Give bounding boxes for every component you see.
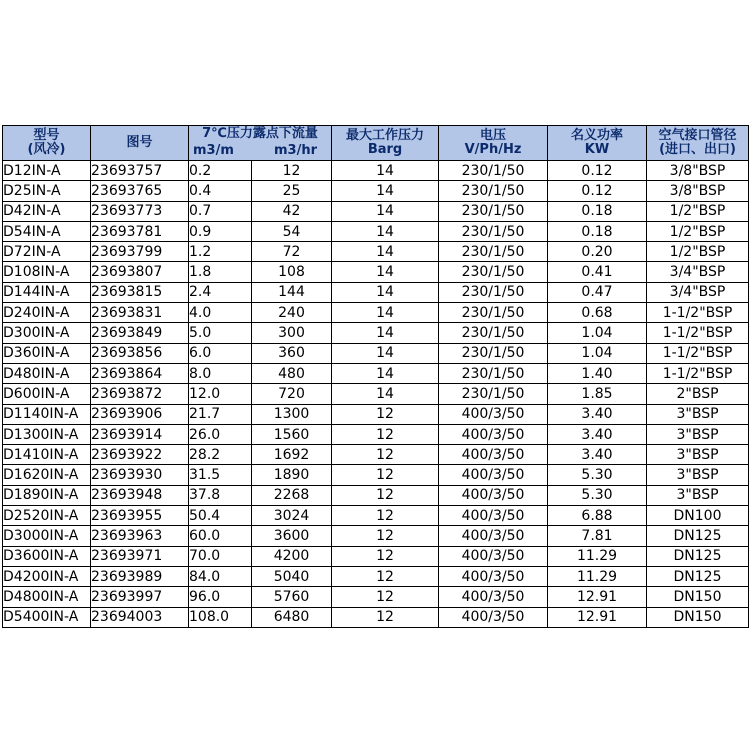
cell-pressure: 12 [332, 445, 439, 465]
cell-flow-m3h: 5760 [252, 587, 332, 607]
cell-flow-m3h: 1890 [252, 465, 332, 485]
cell-flow-m3m: 50.4 [189, 506, 252, 526]
cell-voltage: 230/1/50 [439, 161, 548, 181]
table-row [3, 323, 749, 343]
cell-model: D144IN-A [3, 282, 91, 302]
cell-pressure: 12 [332, 404, 439, 424]
cell-connection: 3"BSP [647, 404, 749, 424]
cell-pressure: 12 [332, 546, 439, 566]
cell-model: D3600IN-A [3, 546, 91, 566]
cell-drawing: 23693963 [91, 526, 189, 546]
cell-pressure: 14 [332, 262, 439, 282]
cell-flow-m3m: 12.0 [189, 384, 252, 404]
cell-flow-m3h: 12 [252, 161, 332, 181]
table-row [3, 587, 749, 607]
cell-flow-m3h: 720 [252, 384, 332, 404]
cell-drawing: 23693864 [91, 363, 189, 383]
cell-power: 3.40 [548, 404, 647, 424]
table-row [3, 546, 749, 566]
cell-voltage: 230/1/50 [439, 343, 548, 363]
cell-flow-m3h: 25 [252, 181, 332, 201]
cell-pressure: 12 [332, 566, 439, 586]
cell-flow-m3m: 37.8 [189, 485, 252, 505]
table-row [3, 445, 749, 465]
cell-voltage: 400/3/50 [439, 485, 548, 505]
cell-power: 12.91 [548, 587, 647, 607]
table-row [3, 282, 749, 302]
cell-pressure: 14 [332, 201, 439, 221]
header-flow-m3h: m3/hr [274, 143, 318, 158]
cell-power: 5.30 [548, 485, 647, 505]
cell-flow-m3m: 2.4 [189, 282, 252, 302]
cell-drawing: 23693765 [91, 181, 189, 201]
cell-voltage: 400/3/50 [439, 526, 548, 546]
cell-drawing: 23693948 [91, 485, 189, 505]
cell-power: 0.20 [548, 242, 647, 262]
cell-drawing: 23693856 [91, 343, 189, 363]
cell-voltage: 230/1/50 [439, 221, 548, 241]
cell-flow-m3m: 108.0 [189, 607, 252, 627]
cell-flow-m3m: 1.2 [189, 242, 252, 262]
table-row [3, 465, 749, 485]
cell-drawing: 23693781 [91, 221, 189, 241]
cell-drawing: 23693831 [91, 303, 189, 323]
header-drawing [91, 126, 189, 161]
cell-voltage: 230/1/50 [439, 323, 548, 343]
cell-pressure: 12 [332, 424, 439, 444]
cell-flow-m3m: 4.0 [189, 303, 252, 323]
cell-flow-m3h: 108 [252, 262, 332, 282]
cell-model: D4800IN-A [3, 587, 91, 607]
cell-flow-m3h: 1560 [252, 424, 332, 444]
cell-power: 0.18 [548, 221, 647, 241]
cell-pressure: 14 [332, 181, 439, 201]
cell-flow-m3h: 42 [252, 201, 332, 221]
cell-connection: DN150 [647, 587, 749, 607]
cell-model: D54IN-A [3, 221, 91, 241]
cell-connection: 3"BSP [647, 465, 749, 485]
cell-voltage: 230/1/50 [439, 181, 548, 201]
cell-connection: DN125 [647, 566, 749, 586]
cell-connection: DN100 [647, 506, 749, 526]
header-model [3, 126, 91, 161]
cell-power: 0.41 [548, 262, 647, 282]
cell-power: 1.04 [548, 343, 647, 363]
cell-drawing: 23693955 [91, 506, 189, 526]
cell-drawing: 23693773 [91, 201, 189, 221]
header-model-label: 型号 [33, 128, 60, 143]
cell-power: 0.12 [548, 181, 647, 201]
cell-voltage: 400/3/50 [439, 404, 548, 424]
header-model-sub: (风冷) [27, 142, 66, 157]
cell-flow-m3m: 0.9 [189, 221, 252, 241]
cell-model: D5400IN-A [3, 607, 91, 627]
cell-connection: DN150 [647, 607, 749, 627]
cell-voltage: 230/1/50 [439, 363, 548, 383]
cell-connection: 1-1/2"BSP [647, 303, 749, 323]
cell-model: D1890IN-A [3, 485, 91, 505]
cell-model: D12IN-A [3, 161, 91, 181]
cell-flow-m3h: 480 [252, 363, 332, 383]
cell-connection: 1-1/2"BSP [647, 363, 749, 383]
cell-model: D1410IN-A [3, 445, 91, 465]
cell-model: D4200IN-A [3, 566, 91, 586]
cell-voltage: 230/1/50 [439, 282, 548, 302]
header-row [3, 126, 749, 161]
cell-flow-m3m: 5.0 [189, 323, 252, 343]
table-row [3, 404, 749, 424]
cell-voltage: 400/3/50 [439, 465, 548, 485]
header-pressure [332, 126, 439, 161]
cell-drawing: 23693872 [91, 384, 189, 404]
table-row [3, 262, 749, 282]
cell-model: D72IN-A [3, 242, 91, 262]
cell-flow-m3m: 70.0 [189, 546, 252, 566]
header-connection [647, 126, 749, 161]
cell-power: 6.88 [548, 506, 647, 526]
cell-connection: DN125 [647, 526, 749, 546]
cell-pressure: 14 [332, 282, 439, 302]
cell-flow-m3h: 2268 [252, 485, 332, 505]
cell-flow-m3m: 21.7 [189, 404, 252, 424]
cell-flow-m3h: 4200 [252, 546, 332, 566]
cell-drawing: 23693914 [91, 424, 189, 444]
cell-model: D480IN-A [3, 363, 91, 383]
cell-flow-m3m: 6.0 [189, 343, 252, 363]
cell-model: D1140IN-A [3, 404, 91, 424]
cell-voltage: 400/3/50 [439, 424, 548, 444]
header-flow-m3m: m3/m [193, 143, 234, 158]
cell-connection: 3/4"BSP [647, 262, 749, 282]
cell-voltage: 230/1/50 [439, 242, 548, 262]
cell-pressure: 12 [332, 485, 439, 505]
cell-power: 7.81 [548, 526, 647, 546]
cell-power: 3.40 [548, 445, 647, 465]
cell-pressure: 14 [332, 363, 439, 383]
cell-pressure: 14 [332, 384, 439, 404]
table-row [3, 221, 749, 241]
cell-model: D108IN-A [3, 262, 91, 282]
cell-connection: DN125 [647, 546, 749, 566]
cell-pressure: 14 [332, 343, 439, 363]
header-pressure-unit: Barg [367, 142, 403, 157]
table-row [3, 566, 749, 586]
cell-connection: 1-1/2"BSP [647, 323, 749, 343]
cell-flow-m3m: 0.7 [189, 201, 252, 221]
cell-model: D25IN-A [3, 181, 91, 201]
cell-drawing: 23693815 [91, 282, 189, 302]
cell-connection: 3/8"BSP [647, 181, 749, 201]
cell-connection: 1/2"BSP [647, 201, 749, 221]
header-flow-label: 7℃压力露点下流量 [202, 126, 318, 141]
cell-flow-m3h: 240 [252, 303, 332, 323]
cell-flow-m3m: 8.0 [189, 363, 252, 383]
cell-drawing: 23693799 [91, 242, 189, 262]
cell-power: 0.47 [548, 282, 647, 302]
cell-power: 1.40 [548, 363, 647, 383]
cell-connection: 3/8"BSP [647, 161, 749, 181]
cell-connection: 1/2"BSP [647, 242, 749, 262]
cell-power: 3.40 [548, 424, 647, 444]
cell-connection: 2"BSP [647, 384, 749, 404]
cell-flow-m3h: 360 [252, 343, 332, 363]
cell-flow-m3h: 1692 [252, 445, 332, 465]
cell-power: 11.29 [548, 566, 647, 586]
cell-model: D600IN-A [3, 384, 91, 404]
cell-model: D240IN-A [3, 303, 91, 323]
cell-flow-m3h: 72 [252, 242, 332, 262]
cell-model: D2520IN-A [3, 506, 91, 526]
cell-pressure: 12 [332, 607, 439, 627]
cell-drawing: 23693906 [91, 404, 189, 424]
header-drawing-label: 图号 [126, 135, 153, 150]
cell-pressure: 14 [332, 161, 439, 181]
cell-drawing: 23693757 [91, 161, 189, 181]
table-row [3, 242, 749, 262]
cell-flow-m3m: 0.4 [189, 181, 252, 201]
header-flow [189, 126, 332, 161]
table-body [3, 161, 749, 628]
cell-model: D42IN-A [3, 201, 91, 221]
header-power [548, 126, 647, 161]
cell-connection: 1/2"BSP [647, 221, 749, 241]
cell-voltage: 230/1/50 [439, 384, 548, 404]
header-voltage [439, 126, 548, 161]
cell-voltage: 230/1/50 [439, 201, 548, 221]
cell-model: D360IN-A [3, 343, 91, 363]
table-row [3, 424, 749, 444]
cell-flow-m3m: 0.2 [189, 161, 252, 181]
cell-pressure: 12 [332, 587, 439, 607]
cell-flow-m3h: 1300 [252, 404, 332, 424]
cell-pressure: 12 [332, 506, 439, 526]
table-row [3, 485, 749, 505]
cell-pressure: 14 [332, 221, 439, 241]
table-row [3, 526, 749, 546]
cell-voltage: 400/3/50 [439, 587, 548, 607]
cell-flow-m3m: 31.5 [189, 465, 252, 485]
cell-voltage: 400/3/50 [439, 566, 548, 586]
cell-pressure: 14 [332, 242, 439, 262]
cell-power: 11.29 [548, 546, 647, 566]
table-row [3, 607, 749, 627]
cell-power: 0.18 [548, 201, 647, 221]
cell-power: 0.12 [548, 161, 647, 181]
cell-pressure: 12 [332, 465, 439, 485]
table-row [3, 201, 749, 221]
cell-model: D3000IN-A [3, 526, 91, 546]
cell-drawing: 23693989 [91, 566, 189, 586]
header-power-unit: KW [584, 142, 610, 157]
cell-pressure: 14 [332, 303, 439, 323]
cell-drawing: 23694003 [91, 607, 189, 627]
table-row [3, 506, 749, 526]
cell-flow-m3h: 300 [252, 323, 332, 343]
cell-drawing: 23693807 [91, 262, 189, 282]
cell-power: 0.68 [548, 303, 647, 323]
header-voltage-label: 电压 [480, 128, 507, 143]
cell-flow-m3h: 5040 [252, 566, 332, 586]
cell-voltage: 230/1/50 [439, 262, 548, 282]
table-row [3, 363, 749, 383]
table-row [3, 181, 749, 201]
cell-flow-m3m: 96.0 [189, 587, 252, 607]
cell-voltage: 230/1/50 [439, 303, 548, 323]
cell-flow-m3h: 54 [252, 221, 332, 241]
cell-drawing: 23693997 [91, 587, 189, 607]
header-connection-sub: (进口、出口) [659, 142, 736, 157]
cell-voltage: 400/3/50 [439, 445, 548, 465]
cell-drawing: 23693849 [91, 323, 189, 343]
header-power-label: 名义功率 [571, 128, 624, 143]
cell-connection: 3"BSP [647, 424, 749, 444]
dryer-spec-table [2, 125, 749, 628]
table-row [3, 161, 749, 181]
cell-flow-m3m: 26.0 [189, 424, 252, 444]
cell-power: 1.85 [548, 384, 647, 404]
table-row [3, 303, 749, 323]
cell-flow-m3m: 60.0 [189, 526, 252, 546]
cell-power: 12.91 [548, 607, 647, 627]
cell-model: D1620IN-A [3, 465, 91, 485]
cell-flow-m3m: 28.2 [189, 445, 252, 465]
cell-drawing: 23693930 [91, 465, 189, 485]
cell-flow-m3h: 144 [252, 282, 332, 302]
cell-power: 5.30 [548, 465, 647, 485]
cell-voltage: 400/3/50 [439, 506, 548, 526]
cell-drawing: 23693922 [91, 445, 189, 465]
table-row [3, 343, 749, 363]
cell-flow-m3h: 6480 [252, 607, 332, 627]
cell-voltage: 400/3/50 [439, 607, 548, 627]
cell-flow-m3m: 1.8 [189, 262, 252, 282]
cell-pressure: 14 [332, 323, 439, 343]
cell-flow-m3m: 84.0 [189, 566, 252, 586]
header-connection-label: 空气接口管径 [658, 128, 737, 143]
header-pressure-label: 最大工作压力 [346, 128, 425, 143]
cell-connection: 3"BSP [647, 445, 749, 465]
header-voltage-unit: V/Ph/Hz [464, 142, 522, 157]
cell-voltage: 400/3/50 [439, 546, 548, 566]
cell-connection: 3/4"BSP [647, 282, 749, 302]
cell-connection: 1-1/2"BSP [647, 343, 749, 363]
cell-connection: 3"BSP [647, 485, 749, 505]
cell-model: D300IN-A [3, 323, 91, 343]
cell-pressure: 12 [332, 526, 439, 546]
cell-model: D1300IN-A [3, 424, 91, 444]
cell-power: 1.04 [548, 323, 647, 343]
cell-drawing: 23693971 [91, 546, 189, 566]
table-row [3, 384, 749, 404]
cell-flow-m3h: 3024 [252, 506, 332, 526]
cell-flow-m3h: 3600 [252, 526, 332, 546]
